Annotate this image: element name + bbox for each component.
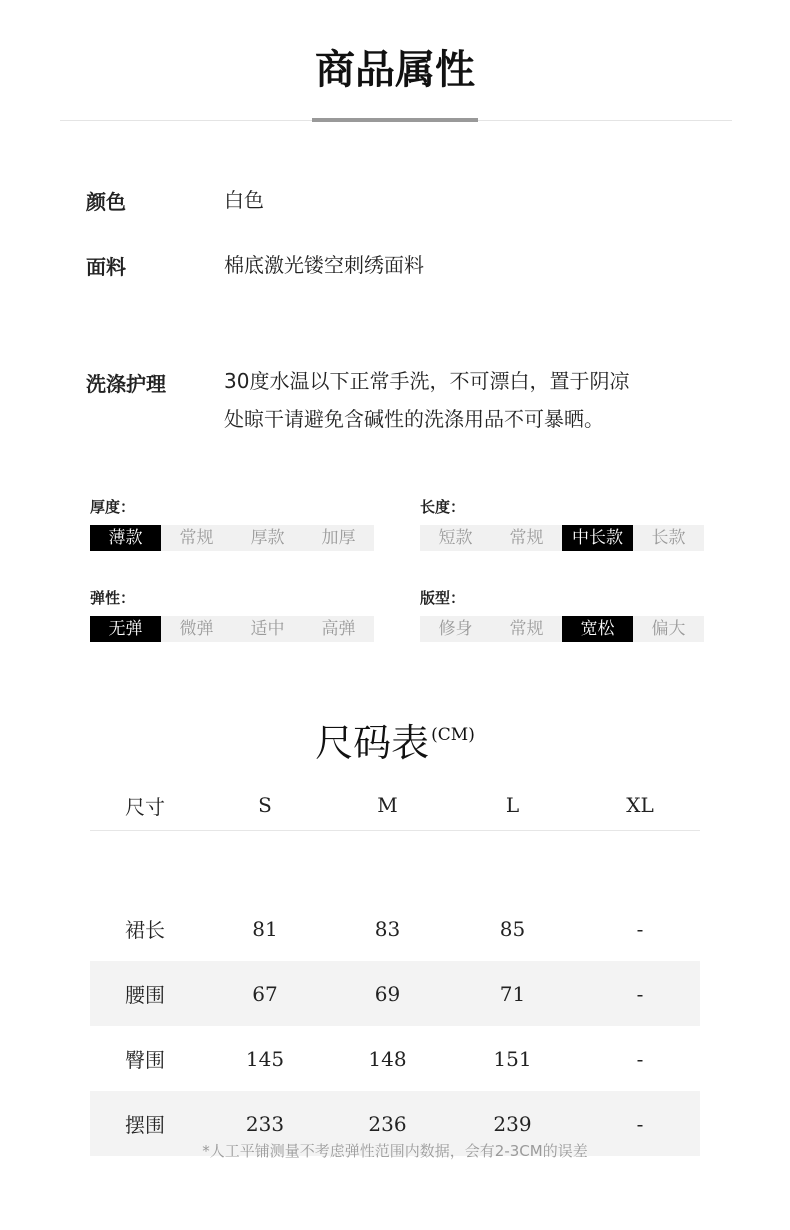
table-row	[90, 1026, 700, 1091]
cell-m: 69	[330, 961, 445, 1026]
header-m: M	[330, 780, 445, 831]
option-oversized: 偏大	[651, 619, 686, 639]
option-group-label: 长度：	[420, 498, 466, 516]
measurement-footnote: *人工平铺测量不考虑弹性范围内数据，会有2-3CM的误差	[202, 1142, 588, 1160]
option-extra-thick: 加厚	[321, 528, 356, 548]
care-line-2: 处晾干请避免含碱性的洗涤用品不可暴晒。	[224, 407, 604, 431]
color-value: 白色	[224, 188, 264, 212]
size-chart-title-text: 尺码表	[315, 721, 430, 765]
option-group-length	[420, 496, 704, 551]
page-title: 商品属性	[315, 46, 475, 93]
cell-l: 239	[445, 1091, 580, 1156]
size-chart-title	[0, 712, 790, 767]
table-row	[90, 961, 700, 1026]
cell-m: 83	[374, 916, 401, 941]
option-midi: 中长款	[562, 525, 633, 551]
fabric-value: 棉底激光镂空刺绣面料	[224, 253, 424, 277]
cell-xl: -	[580, 961, 700, 1026]
option-regular: 常规	[509, 528, 544, 548]
option-row	[90, 616, 374, 642]
header-s: S	[200, 780, 330, 831]
cell-s: 233	[200, 1091, 330, 1156]
table-header-row	[90, 780, 700, 831]
option-regular: 常规	[509, 619, 544, 639]
size-table	[90, 780, 700, 1156]
row-label: 裙长	[125, 918, 165, 942]
option-thick: 厚款	[250, 528, 285, 548]
option-loose: 宽松	[562, 616, 633, 642]
option-medium-stretch: 适中	[250, 619, 285, 639]
option-group-fit	[420, 587, 704, 642]
option-regular: 常规	[179, 528, 214, 548]
table-row	[90, 896, 700, 961]
size-chart-unit: (CM)	[431, 725, 475, 745]
cell-l: 85	[499, 916, 526, 941]
cell-s: 81	[252, 916, 278, 941]
row-label: 腰围	[90, 961, 200, 1026]
care-label: 洗涤护理	[86, 372, 166, 396]
option-row	[420, 616, 704, 642]
option-high-stretch: 高弹	[321, 619, 356, 639]
cell-l: 151	[493, 1046, 532, 1071]
color-label: 颜色	[86, 190, 126, 214]
care-line-1: 30度水温以下正常手洗，不可漂白，置于阴凉	[224, 369, 630, 393]
option-slight-stretch: 微弹	[179, 619, 214, 639]
cell-m: 148	[368, 1046, 407, 1071]
header-l: L	[445, 780, 580, 831]
option-slim: 修身	[438, 619, 473, 639]
option-group-stretch	[90, 587, 374, 642]
row-label: 摆围	[90, 1091, 200, 1156]
cell-s: 67	[200, 961, 330, 1026]
header-size: 尺寸	[90, 780, 200, 831]
cell-s: 145	[245, 1046, 285, 1071]
cell-m: 236	[330, 1091, 445, 1156]
option-long: 长款	[651, 528, 686, 548]
option-no-stretch: 无弹	[90, 616, 161, 642]
option-group-label: 弹性：	[90, 589, 136, 607]
row-label: 臀围	[125, 1048, 165, 1072]
option-row	[90, 525, 374, 551]
cell-xl: -	[636, 916, 644, 941]
cell-xl: -	[580, 1091, 700, 1156]
option-group-label: 版型：	[420, 589, 466, 607]
option-group-thickness	[90, 496, 374, 551]
option-group-label: 厚度：	[90, 498, 136, 516]
option-row	[420, 525, 704, 551]
care-instructions	[224, 362, 629, 438]
header-xl: XL	[580, 780, 700, 831]
cell-l: 71	[445, 961, 580, 1026]
option-thin: 薄款	[90, 525, 161, 551]
fabric-label: 面料	[86, 255, 126, 279]
title-divider-accent	[312, 118, 478, 122]
option-short: 短款	[438, 528, 473, 548]
cell-xl: -	[636, 1046, 644, 1071]
